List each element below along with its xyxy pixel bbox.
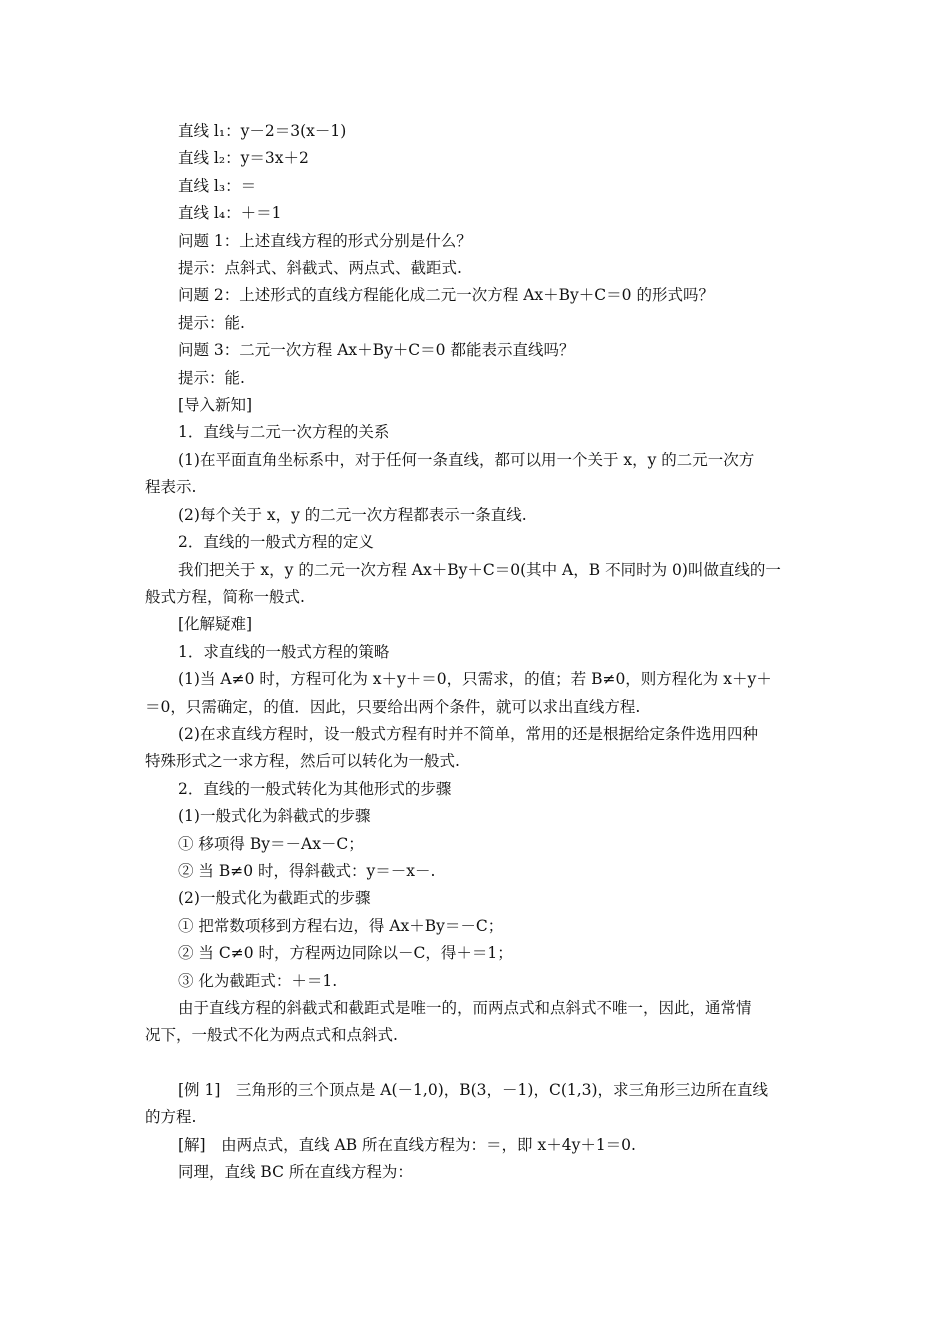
- paragraph-gap: [145, 1050, 810, 1077]
- text-line: 同理，直线 BC 所在直线方程为：: [178, 1163, 413, 1182]
- text-line: (2)一般式化为截距式的步骤: [178, 889, 371, 908]
- text-line: ② 当 B≠0 时，得斜截式：y＝－x－.: [178, 861, 436, 880]
- text-line: 1．求直线的一般式方程的策略: [178, 642, 390, 661]
- text-line: (1)一般式化为斜截式的步骤: [178, 807, 371, 826]
- text-line: 2．直线的一般式转化为其他形式的步骤: [178, 779, 452, 798]
- text-line: 直线 l₂：y＝3x＋2: [178, 149, 309, 168]
- text-line: [例 1] 三角形的三个顶点是 A(－1,0)，B(3，－1)，C(1,3)，求三角形三边所在直线: [178, 1080, 769, 1099]
- text-line: 我们把关于 x，y 的二元一次方程 Ax＋By＋C＝0(其中 A，B 不同时为 0)叫做直线的一: [178, 560, 781, 579]
- text-line: 般式方程，简称一般式.: [145, 587, 305, 606]
- text-line: 提示：点斜式、斜截式、两点式、截距式.: [178, 259, 462, 278]
- text-line: 直线 l₁：y－2＝3(x－1): [178, 122, 347, 140]
- text-line: [解] 由两点式，直线 AB 所在直线方程为：＝，即 x＋4y＋1＝0.: [178, 1135, 636, 1154]
- text-line: 程表示.: [145, 478, 197, 497]
- text-line: ＝0，只需确定，的值．因此，只要给出两个条件，就可以求出直线方程.: [145, 697, 641, 716]
- document-body: [145, 118, 810, 1186]
- text-line: [化解疑难]: [178, 615, 253, 634]
- text-line: 1．直线与二元一次方程的关系: [178, 423, 390, 442]
- text-line: 提示：能.: [178, 368, 245, 387]
- text-line: 况下，一般式不化为两点式和点斜式.: [145, 1026, 398, 1045]
- text-line: 问题 2：上述形式的直线方程能化成二元一次方程 Ax＋By＋C＝0 的形式吗？: [178, 286, 714, 305]
- text-line: (2)在求直线方程时，设一般式方程有时并不简单，常用的还是根据给定条件选用四种: [178, 724, 758, 743]
- text-line: (1)当 A≠0 时，方程可化为 x＋y＋＝0，只需求，的值；若 B≠0，则方程化为 x＋y＋: [178, 670, 772, 689]
- text-line: 直线 l₃：＝: [178, 176, 257, 195]
- text-line: [导入新知]: [178, 396, 253, 415]
- text-line: (2)每个关于 x，y 的二元一次方程都表示一条直线.: [178, 505, 527, 524]
- text-line: ③ 化为截距式：＋＝1.: [178, 971, 338, 990]
- text-line: 问题 3：二元一次方程 Ax＋By＋C＝0 都能表示直线吗？: [178, 341, 575, 360]
- text-line: 问题 1：上述直线方程的形式分别是什么？: [178, 231, 472, 250]
- text-line: (1)在平面直角坐标系中，对于任何一条直线，都可以用一个关于 x，y 的二元一次方: [178, 450, 755, 469]
- text-line: 由于直线方程的斜截式和截距式是唯一的，而两点式和点斜式不唯一，因此，通常情: [178, 999, 752, 1017]
- text-line: ① 把常数项移到方程右边，得 Ax＋By＝－C；: [178, 916, 504, 935]
- text-line: 的方程.: [145, 1108, 197, 1127]
- text-line: 特殊形式之一求方程，然后可以转化为一般式.: [145, 752, 460, 771]
- text-line: 直线 l₄：＋＝1: [178, 204, 282, 223]
- text-line: ① 移项得 By＝－Ax－C；: [178, 834, 364, 853]
- text-line: 提示：能.: [178, 313, 245, 332]
- text-line: 2．直线的一般式方程的定义: [178, 533, 374, 552]
- text-line: ② 当 C≠0 时，方程两边同除以－C，得＋＝1；: [178, 944, 513, 963]
